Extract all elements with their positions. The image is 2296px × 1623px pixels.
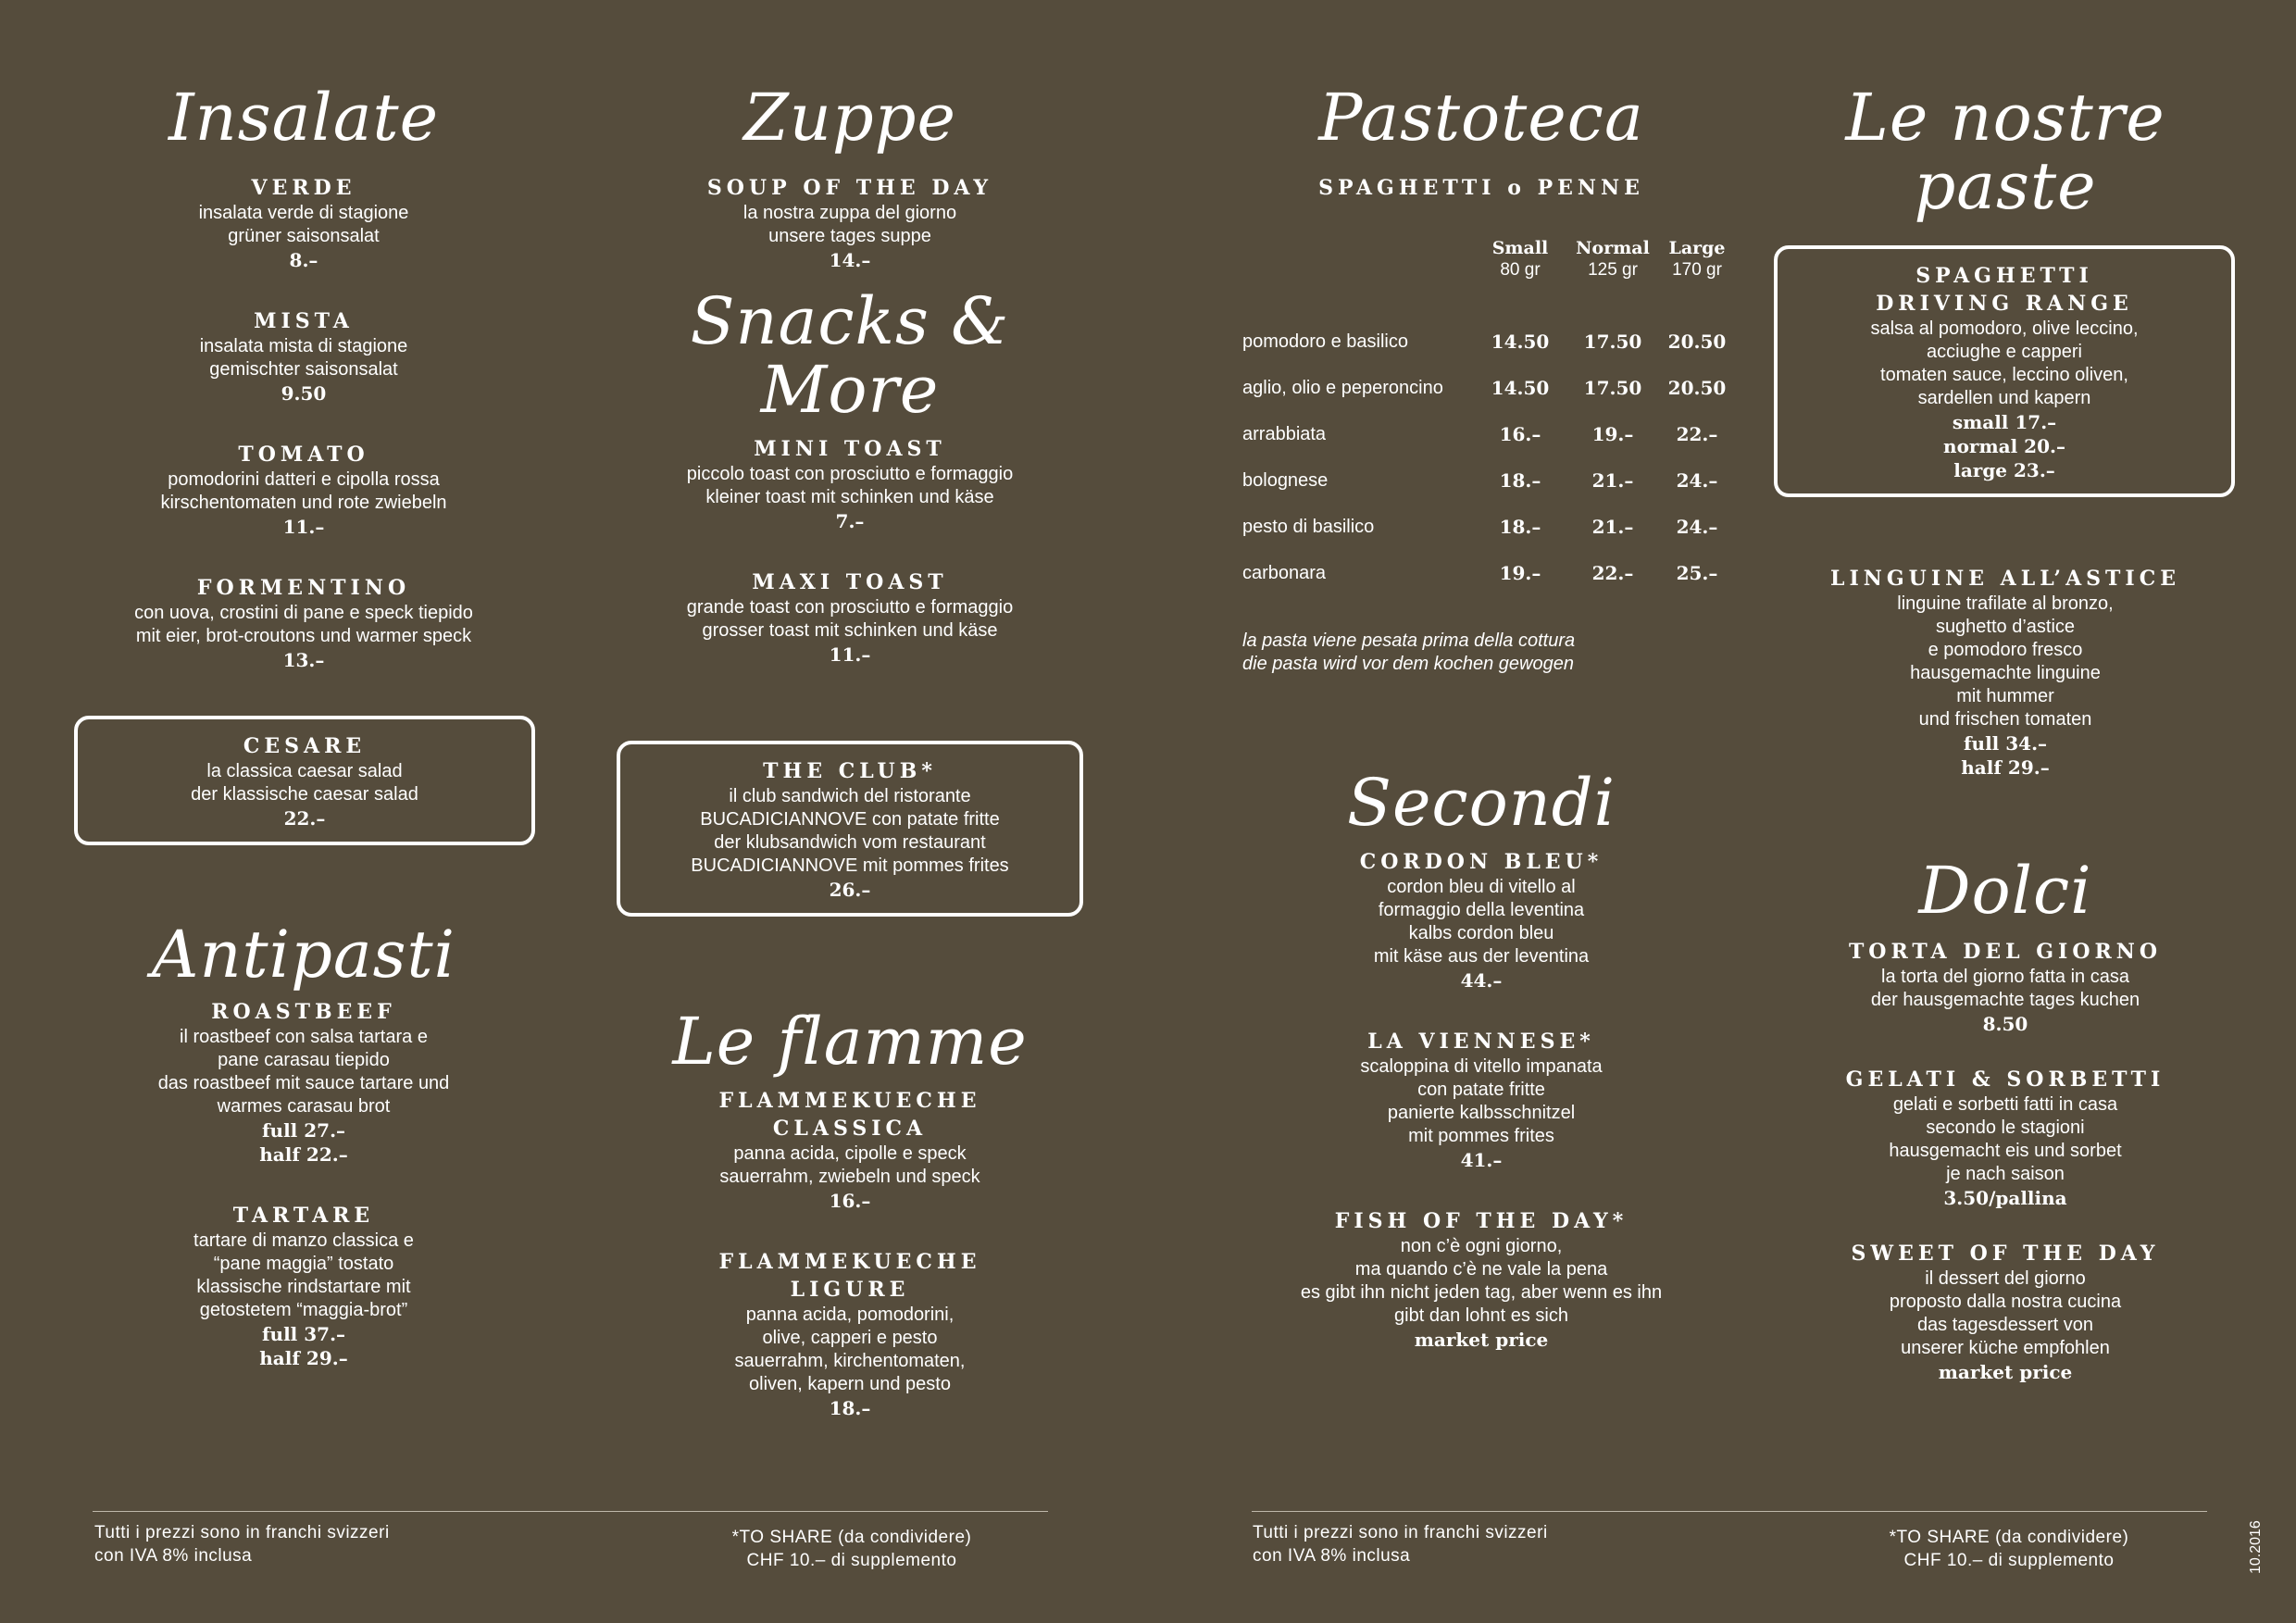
item-desc: hausgemachte linguine [1910,663,2101,683]
size-label: Normal [1576,238,1650,258]
pasta-price-small: 18.– [1499,469,1541,492]
item-desc: der klubsandwich vom restaurant [714,832,986,853]
item-desc: la classica caesar salad [206,761,403,781]
item-desc: con uova, crostini di pane e speck tiepido [134,603,473,623]
footer-line: *TO SHARE (da condividere) [1889,1528,2129,1547]
menu-item-la-viennese [1241,1028,1722,1172]
item-name: TORTA DEL GIORNO [1848,940,2163,964]
item-desc: unsere tages suppe [768,226,931,246]
item-desc: hausgemacht eis und sorbet [1889,1141,2122,1161]
menu-item-mista [72,307,535,406]
item-desc: getostetem “maggia-brot” [199,1300,408,1320]
column-flamme [618,1004,1081,1455]
item-desc: gemischter saisonsalat [209,359,398,380]
pasta-row [1242,374,1761,402]
pasta-price-normal: 22.– [1591,562,1634,584]
pasta-name: pomodoro e basilico [1242,331,1408,352]
item-desc: il roastbeef con salsa tartara e [180,1027,428,1047]
menu-item-cordon-bleu [1241,848,1722,993]
item-desc: salsa al pomodoro, olive leccino, [1870,318,2139,339]
footer-line: con IVA 8% inclusa [1253,1546,1411,1566]
size-weight: 125 gr [1588,260,1638,280]
pasta-name: bolognese [1242,470,1329,491]
column-dolci [1774,853,2237,1419]
menu-item-tomato [72,441,535,539]
edition-date: 10.2016 [2248,1520,2264,1574]
note-line: die pasta wird vor dem kochen gewogen [1242,654,1574,674]
pasta-weight-note [1242,630,1575,676]
item-desc: kalbs cordon bleu [1408,923,1554,943]
size-header-small [1474,237,1566,281]
item-desc: mit hummer [1956,686,2054,706]
item-desc: insalata verde di stagione [198,203,409,223]
item-desc: mit pommes frites [1408,1126,1554,1146]
menu-item-flammekueche-ligure [618,1248,1081,1420]
column-paste-header [1774,80,2237,224]
item-price: 16.– [829,1190,871,1212]
footer-divider-right [1252,1511,2207,1512]
size-weight: 170 gr [1672,260,1722,280]
size-header-normal [1566,237,1659,281]
menu-item-mini-toast [618,435,1081,533]
item-price: 7.– [835,510,865,532]
size-label: Small [1491,238,1549,258]
item-price: 18.– [829,1397,871,1419]
snacks-title-line1: Snacks & [690,283,1010,359]
menu-item-torta-del-giorno [1774,938,2237,1036]
item-price: 11.– [829,643,871,666]
item-desc: cordon bleu di vitello al [1387,877,1576,897]
item-name: MAXI TOAST [752,570,948,594]
item-desc: und frischen tomaten [1918,709,2092,730]
pasta-row [1242,467,1761,494]
item-name: LIGURE [790,1278,910,1302]
item-desc: BUCADICIANNOVE mit pommes frites [691,855,1009,876]
item-name: LA VIENNESE* [1367,1030,1595,1054]
menu-item-linguine-all-astice [1774,565,2237,780]
item-desc: das roastbeef mit sauce tartare und [157,1073,450,1093]
pasta-name: pesto di basilico [1242,517,1375,537]
item-price: market price [1414,1329,1549,1351]
section-title-paste [1774,80,2237,224]
item-desc: je nach saison [1946,1164,2065,1184]
section-title-zuppe: Zuppe [743,80,956,156]
pasta-price-normal: 17.50 [1583,377,1642,399]
item-price: 9.50 [281,382,327,405]
item-desc: unserer küche empfohlen [1901,1338,2110,1358]
pasta-price-small: 14.50 [1491,331,1550,353]
item-desc: formaggio della leventina [1378,900,1585,920]
item-price: market price [1938,1361,2073,1383]
item-price: 3.50/pallina [1943,1187,2067,1209]
item-desc: la torta del giorno fatta in casa [1881,967,2129,987]
column-insalate [72,80,535,707]
menu-item-tartare [72,1202,535,1370]
item-price: 14.– [829,249,871,271]
boxed-item-cesare [74,716,535,845]
item-desc: non c’è ogni giorno, [1400,1236,1563,1256]
note-line: la pasta viene pesata prima della cottura [1242,630,1576,651]
item-desc: kleiner toast mit schinken und käse [705,487,994,507]
pasta-price-small: 19.– [1499,562,1541,584]
footer-line: Tutti i prezzi sono in franchi svizzeri [1253,1523,1548,1542]
item-desc: sauerrahm, zwiebeln und speck [719,1167,980,1187]
item-desc: con patate fritte [1417,1080,1545,1100]
menu-item-gelati-sorbetti [1774,1066,2237,1210]
pasta-price-large: 22.– [1676,423,1718,445]
item-desc: panna acida, pomodorini, [745,1305,955,1325]
item-desc: sardellen und kapern [1917,388,2091,408]
pasta-price-normal: 21.– [1591,469,1634,492]
item-desc: der klassische caesar salad [191,784,418,805]
pasta-row [1242,513,1761,541]
menu-item-maxi-toast [618,568,1081,667]
item-desc: tomaten sauce, leccino oliven, [1880,365,2128,385]
menu-item-formentino [72,574,535,672]
section-title-secondi: Secondi [1346,765,1616,841]
pasta-table [1242,237,1761,589]
size-weight: 80 gr [1500,260,1541,280]
item-price: 8.50 [1982,1013,2028,1035]
item-desc: BUCADICIANNOVE con patate fritte [700,809,1000,830]
item-price: small 17.– [1952,411,2057,433]
item-desc: ma quando c’è ne vale la pena [1354,1259,1608,1280]
column-zuppe [618,80,1081,702]
size-header-large [1651,237,1743,281]
footer-share-note-right [1861,1526,2157,1572]
item-desc: mit eier, brot-croutons und warmer speck [135,626,472,646]
pasta-price-normal: 19.– [1591,423,1634,445]
item-name: GELATI & SORBETTI [1845,1067,2165,1092]
item-name: FORMENTINO [196,576,411,600]
pasta-row [1242,559,1761,587]
item-desc: pomodorini datteri e cipolla rossa [168,469,440,490]
item-desc: panna acida, cipolle e speck [733,1143,967,1164]
pasta-price-small: 14.50 [1491,377,1550,399]
item-desc: kirschentomaten und rote zwiebeln [160,493,447,513]
pasta-price-large: 24.– [1676,516,1718,538]
boxed-item-spaghetti-driving-range [1774,245,2235,497]
item-desc: insalata mista di stagione [199,336,408,356]
item-name: FLAMMEKUECHE [718,1250,981,1274]
size-label: Large [1668,238,1726,258]
snacks-title-line2: More [760,352,940,428]
item-price: 44.– [1460,969,1503,992]
item-desc: mit käse aus der leventina [1373,946,1590,967]
paste-title-line2: paste [1914,148,2097,224]
pasta-price-large: 24.– [1676,469,1718,492]
item-desc: acciughe e capperi [1927,342,2082,362]
item-desc: panierte kalbsschnitzel [1387,1103,1576,1123]
item-name: TARTARE [232,1204,375,1228]
item-name: TOMATO [238,443,369,467]
item-desc: “pane maggia” tostato [213,1254,394,1274]
item-desc: la nostra zuppa del giorno [742,203,957,223]
item-price: large 23.– [1953,459,2055,481]
footer-line: con IVA 8% inclusa [94,1546,253,1566]
item-desc: grande toast con prosciutto e formaggio [686,597,1014,618]
item-desc: secondo le stagioni [1926,1117,2085,1138]
item-name: MISTA [254,309,354,333]
item-price: full 27.– [261,1119,346,1142]
item-desc: il dessert del giorno [1925,1268,2086,1289]
footer-line: *TO SHARE (da condividere) [731,1528,972,1547]
footer-vat-note-right [1253,1521,1548,1567]
item-name: VERDE [251,176,356,200]
menu-item-flammekueche-classica [618,1087,1081,1213]
item-desc: gelati e sorbetti fatti in casa [1892,1094,2118,1115]
section-title-snacks [618,283,1081,428]
item-desc: gibt dan lohnt es sich [1394,1305,1568,1326]
item-name: ROASTBEEF [211,1000,396,1024]
item-desc: piccolo toast con prosciutto e formaggio [686,464,1014,484]
footer-share-note-left [704,1526,1000,1572]
item-desc: pane carasau tiepido [218,1050,390,1070]
item-name: FISH OF THE DAY* [1334,1209,1628,1233]
footer-line: Tutti i prezzi sono in franchi svizzeri [94,1523,390,1542]
column-pastoteca-header [1241,80,1722,202]
item-desc: olive, capperi e pesto [762,1328,938,1348]
item-name: CLASSICA [772,1117,928,1141]
pasta-price-large: 25.– [1676,562,1718,584]
footer-line: CHF 10.– di supplemento [1903,1551,2115,1570]
item-price: 13.– [282,649,325,671]
section-title-antipasti: Antipasti [151,917,456,993]
pasta-price-normal: 21.– [1591,516,1634,538]
paste-title-line1: Le nostre [1845,80,2165,156]
pasta-name: arrabbiata [1242,424,1327,444]
footer-vat-note-left [94,1521,390,1567]
item-desc: sauerrahm, kirchentomaten, [734,1351,966,1371]
menu-item-roastbeef [72,998,535,1167]
item-desc: linguine trafilate al bronzo, [1897,593,2114,614]
pastoteca-subtitle: SPAGHETTI o PENNE [1318,176,1644,200]
pasta-price-large: 20.50 [1667,331,1727,353]
item-price: normal 20.– [1943,435,2065,457]
item-name: DRIVING RANGE [1876,292,2133,316]
item-desc: grosser toast mit schinken und käse [702,620,998,641]
item-price: half 22.– [259,1143,348,1166]
column-secondi [1241,765,1722,1387]
item-price: half 29.– [259,1347,348,1369]
item-name: CESARE [243,734,367,758]
item-desc: tartare di manzo classica e [193,1230,414,1251]
item-price: 8.– [289,249,318,271]
item-desc: klassische rindstartare mit [196,1277,411,1297]
column-antipasti [72,917,535,1405]
item-desc: il club sandwich del ristorante [729,786,971,806]
item-price: 22.– [283,807,326,830]
item-name: FLAMMEKUECHE [718,1089,981,1113]
item-name: SOUP OF THE DAY [706,176,993,200]
item-name: SWEET OF THE DAY [1851,1242,2160,1266]
item-price: full 34.– [1963,732,2048,755]
pasta-price-normal: 17.50 [1583,331,1642,353]
item-price: half 29.– [1961,756,2050,779]
pasta-row [1242,420,1761,448]
item-desc: das tagesdessert von [1916,1315,2094,1335]
item-price: 11.– [282,516,325,538]
menu-item-fish-of-the-day [1241,1207,1722,1352]
item-desc: oliven, kapern und pesto [749,1374,951,1394]
item-desc: proposto dalla nostra cucina [1889,1292,2122,1312]
item-name: THE CLUB* [763,759,937,783]
item-price: full 37.– [261,1323,346,1345]
item-name: MINI TOAST [754,437,946,461]
section-title-flamme: Le flamme [672,1004,1028,1080]
item-name: SPAGHETTI [1915,264,2093,288]
item-desc: grüner saisonsalat [228,226,380,246]
item-name: CORDON BLEU* [1359,850,1603,874]
menu-item-verde [72,174,535,272]
item-desc: der hausgemachte tages kuchen [1870,990,2140,1010]
item-desc: warmes carasau brot [217,1096,391,1117]
pasta-name: aglio, olio e peperoncino [1242,378,1443,398]
menu-item-sweet-of-the-day [1774,1240,2237,1384]
section-title-dolci: Dolci [1918,853,2092,929]
section-title-pastoteca: Pastoteca [1318,80,1644,156]
item-desc: e pomodoro fresco [1928,640,2083,660]
pasta-row [1242,328,1761,356]
item-desc: scaloppina di vitello impanata [1360,1056,1603,1077]
item-desc: es gibt ihn nicht jeden tag, aber wenn es ihn [1300,1282,1663,1303]
pasta-price-small: 16.– [1499,423,1541,445]
pasta-price-large: 20.50 [1667,377,1727,399]
item-name: LINGUINE ALL’ASTICE [1830,567,2180,591]
menu-item-soup-of-the-day [618,174,1081,272]
item-desc: sughetto d’astice [1935,617,2076,637]
section-title-insalate: Insalate [168,80,440,156]
item-price: 41.– [1460,1149,1503,1171]
pasta-name: carbonara [1242,563,1327,583]
boxed-item-the-club [617,741,1083,917]
footer-divider-left [93,1511,1048,1512]
item-price: 26.– [829,879,871,901]
footer-line: CHF 10.– di supplemento [746,1551,957,1570]
pasta-price-small: 18.– [1499,516,1541,538]
